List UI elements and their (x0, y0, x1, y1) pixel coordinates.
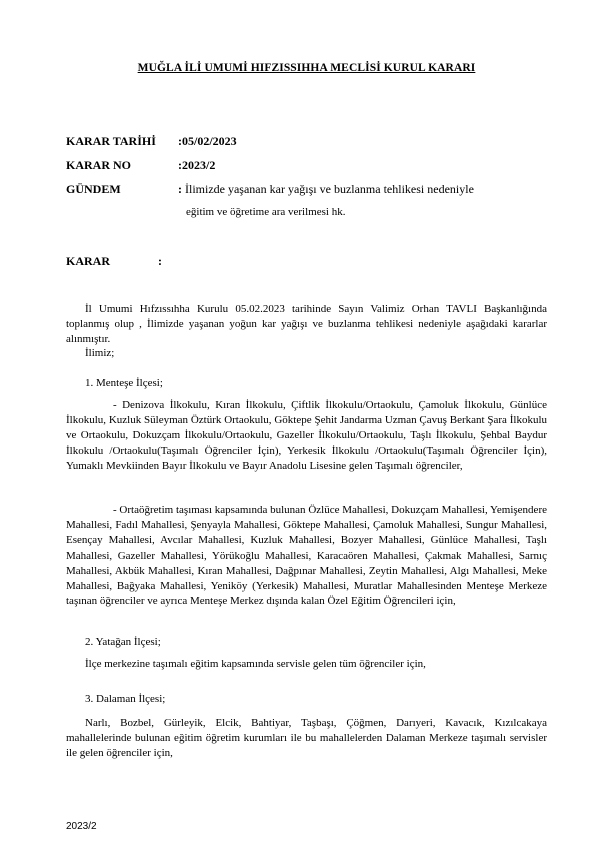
karar-label: KARAR (66, 254, 110, 268)
gundem-line-1: İlimizde yaşanan kar yağışı ve buzlanma tehlikesi nedeniyle (185, 182, 474, 196)
karar-no-value: :2023/2 (178, 158, 216, 172)
section-1-paragraph-1: - Denizova İlkokulu, Kıran İlkokulu, Çiftlik İlkokulu/Ortaokulu, Çamoluk İlkokulu, Günlüce İlkokulu, Kuzluk Süleyman Öztürk Ortaokulu, Göktepe Şehit Jandarma Uzman Çavuş Berkant Şara İlkokulu ve Ortaokulu, Dokuzçam İlkokulu/Ortaokulu, Gazeller İlkokulu/Ortaokulu, Taşlı İlkokulu, Şehbal Baydur İlkokulu /Ortaokulu(Taşımalı Öğrenciler İçin), Yerkesik İlkokulu /Ortaokulu(Taşımalı Öğrenciler İçin), Yumaklı Mevkiinden Bayır İlkokulu ve Bayır Anadolu Lisesine gelen Taşımalı öğrenciler, (66, 399, 547, 472)
section-1-paragraph-2: - Ortaöğretim taşıması kapsamında bulunan Özlüce Mahallesi, Dokuzçam Mahallesi, Yemişendere Mahallesi, Fadıl Mahallesi, Şenyayla Mahallesi, Göktepe Mahallesi, Çamoluk Mahallesi, Sungur Mahallesi, Esençay Mahallesi, Avcılar Mahallesi, Kuzluk Mahallesi, Bozyer Mahallesi, Günlüce Mahallesi, Taşlı Mahallesi, Gazeller Mahallesi, Yörükoğlu Mahallesi, Karacaören Mahallesi, Çakmak Mahallesi, Sarnıç Mahallesi, Akbük Mahallesi, Kıran Mahallesi, Dağpınar Mahallesi, Zeytin Mahallesi, Algı Mahallesi, Meke Mahallesi, Bağyaka Mahallesi, Yeniköy (Yerkesik) Mahallesi, Muratlar Mahallesinden Menteşe Merkeze taşınan öğrenciler ve ayrıca Menteşe Merkez dışında kalan Özel Eğitim Öğrencileri için, (66, 504, 547, 608)
karar-tarihi-label: KARAR TARİHİ (66, 134, 156, 148)
gundem-value (178, 182, 474, 197)
page-footer: 2023/2 (66, 821, 97, 832)
gundem-label: GÜNDEM (66, 182, 121, 196)
section-3-heading: 3. Dalaman İlçesi; (85, 693, 166, 705)
document-title: MUĞLA İLİ UMUMİ HIFZISSIHHA MECLİSİ KURUL KARARI (137, 62, 476, 74)
intro-paragraph: İl Umumi Hıfzıssıhha Kurulu 05.02.2023 tarihinde Sayın Valimiz Orhan TAVLI Başkanlığında toplanmış olup , İlimizde yaşanan yoğun kar yağışı ve buzlanma tehlikesi nedeniyle aşağıdaki kararlar alınmıştır. (66, 303, 547, 346)
section-3-paragraph: Narlı, Bozbel, Gürleyik, Elcik, Bahtiyar, Taşbaşı, Çöğmen, Darıyeri, Kavacık, Kızılcakaya mahallelerinde bulunan eğitim öğretim kurumları ile bu mahallelerden Dalaman Merkeze taşımalı servisler ile gelen öğrenciler için, (66, 717, 547, 760)
section-2-heading: 2. Yatağan İlçesi; (85, 636, 161, 648)
karar-tarihi-value: :05/02/2023 (178, 134, 237, 148)
gundem-colon: : (178, 182, 182, 196)
karar-no-label: KARAR NO (66, 158, 131, 172)
gundem-line-2: eğitim ve öğretime ara verilmesi hk. (186, 206, 346, 218)
karar-colon: : (158, 254, 162, 268)
ilimiz-line: İlimiz; (85, 347, 115, 359)
section-1-heading: 1. Menteşe İlçesi; (85, 377, 163, 389)
section-2-paragraph: İlçe merkezine taşımalı eğitim kapsamında servisle gelen tüm öğrenciler için, (85, 658, 426, 670)
